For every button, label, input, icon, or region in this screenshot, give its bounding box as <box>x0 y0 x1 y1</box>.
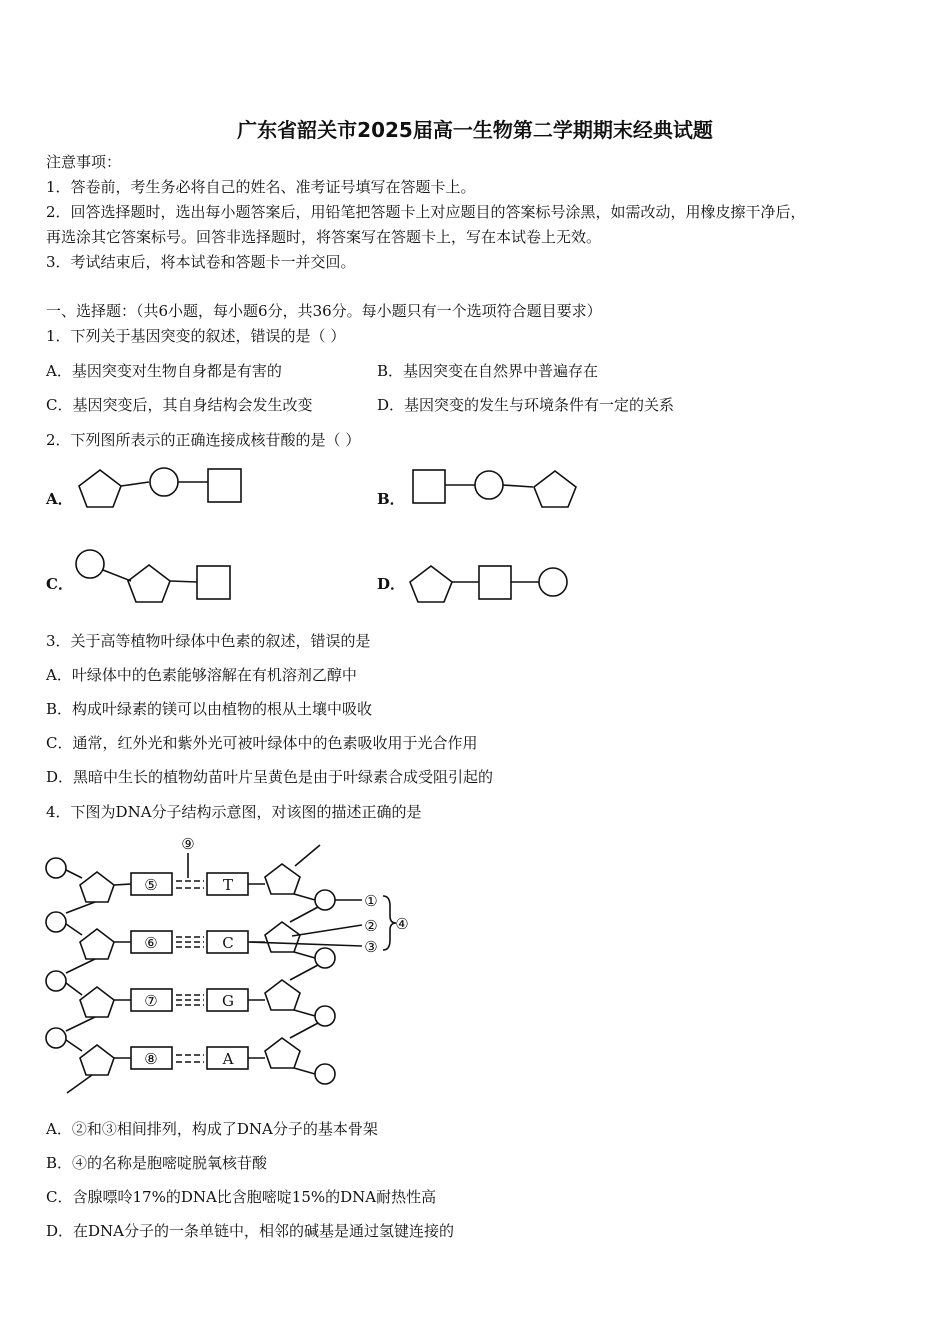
label-2: ② <box>364 917 378 935</box>
q4-option-b: B．④的名称是胞嘧啶脱氧核苷酸 <box>46 1154 268 1172</box>
q4-option-a: A．②和③相间排列，构成了DNA分子的基本骨架 <box>46 1120 378 1138</box>
dna-right-bases <box>207 873 265 1069</box>
base-g: G <box>222 992 234 1010</box>
dna-left-strand <box>46 858 114 1093</box>
label-7: ⑦ <box>144 992 158 1010</box>
q3-stem: 3．关于高等植物叶绿体中色素的叙述，错误的是 <box>46 632 371 650</box>
dna-callouts <box>250 892 409 956</box>
q2-stem: 2．下列图所表示的正确连接成核苷酸的是（ ） <box>46 431 361 449</box>
q1-option-b: B．基因突变在自然界中普遍存在 <box>377 362 599 380</box>
hydrogen-bonds <box>176 835 204 1062</box>
q1-stem: 1．下列关于基因突变的叙述，错误的是（ ） <box>46 327 346 345</box>
notice-heading: 注意事项： <box>46 153 122 171</box>
label-9: ⑨ <box>181 835 195 853</box>
notice-item: 再选涂其它答案标号。回答非选择题时，将答案写在答题卡上，写在本试卷上无效。 <box>46 228 602 246</box>
label-6: ⑥ <box>144 934 158 952</box>
label-3: ③ <box>364 938 378 956</box>
q3-option-b: B．构成叶绿素的镁可以由植物的根从土壤中吸收 <box>46 700 373 718</box>
label-5: ⑤ <box>144 876 158 894</box>
q3-option-c: C．通常，红外光和紫外光可被叶绿体中的色素吸收用于光合作用 <box>46 734 478 752</box>
q4-stem: 4．下图为DNA分子结构示意图，对该图的描述正确的是 <box>46 803 422 821</box>
q2-option-d: D． <box>377 575 406 593</box>
q2-option-a: A． <box>46 490 73 508</box>
notice-item: 3．考试结束后，将本试卷和答题卡一并交回。 <box>46 253 356 271</box>
page-title: 广东省韶关市2025届高一生物第二学期期末经典试题 <box>237 118 713 142</box>
base-a: A <box>222 1050 234 1068</box>
q4-option-c: C．含腺嘌呤17%的DNA比含胞嘧啶15%的DNA耐热性高 <box>46 1188 437 1206</box>
notice-item: 2．回答选择题时，选出每小题答案后，用铅笔把答题卡上对应题目的答案标号涂黑，如需改动，用橡皮擦干净后， <box>46 203 806 221</box>
label-1: ① <box>364 892 378 910</box>
q3-option-a: A．叶绿体中的色素能够溶解在有机溶剂乙醇中 <box>46 666 357 684</box>
base-t: T <box>222 876 234 894</box>
section-heading: 一、选择题：（共6小题，每小题6分，共36分。每小题只有一个选项符合题目要求） <box>46 302 602 320</box>
q1-option-a: A．基因突变对生物自身都是有害的 <box>46 362 282 380</box>
label-8: ⑧ <box>144 1050 158 1068</box>
q2-option-c: C． <box>46 575 73 593</box>
q3-option-d: D．黑暗中生长的植物幼苗叶片呈黄色是由于叶绿素合成受阻引起的 <box>46 768 494 786</box>
q4-option-d: D．在DNA分子的一条单链中，相邻的碱基是通过氢键连接的 <box>46 1222 455 1240</box>
q2-option-b: B． <box>377 490 405 508</box>
q1-option-d: D．基因突变的发生与环境条件有一定的关系 <box>377 396 675 414</box>
q1-option-c: C．基因突变后，其自身结构会发生改变 <box>46 396 313 414</box>
dna-right-strand <box>265 845 335 1084</box>
base-c: C <box>222 934 234 952</box>
notice-item: 1．答卷前，考生务必将自己的姓名、准考证号填写在答题卡上。 <box>46 178 476 196</box>
dna-left-bases <box>114 873 172 1069</box>
label-4: ④ <box>395 915 409 933</box>
